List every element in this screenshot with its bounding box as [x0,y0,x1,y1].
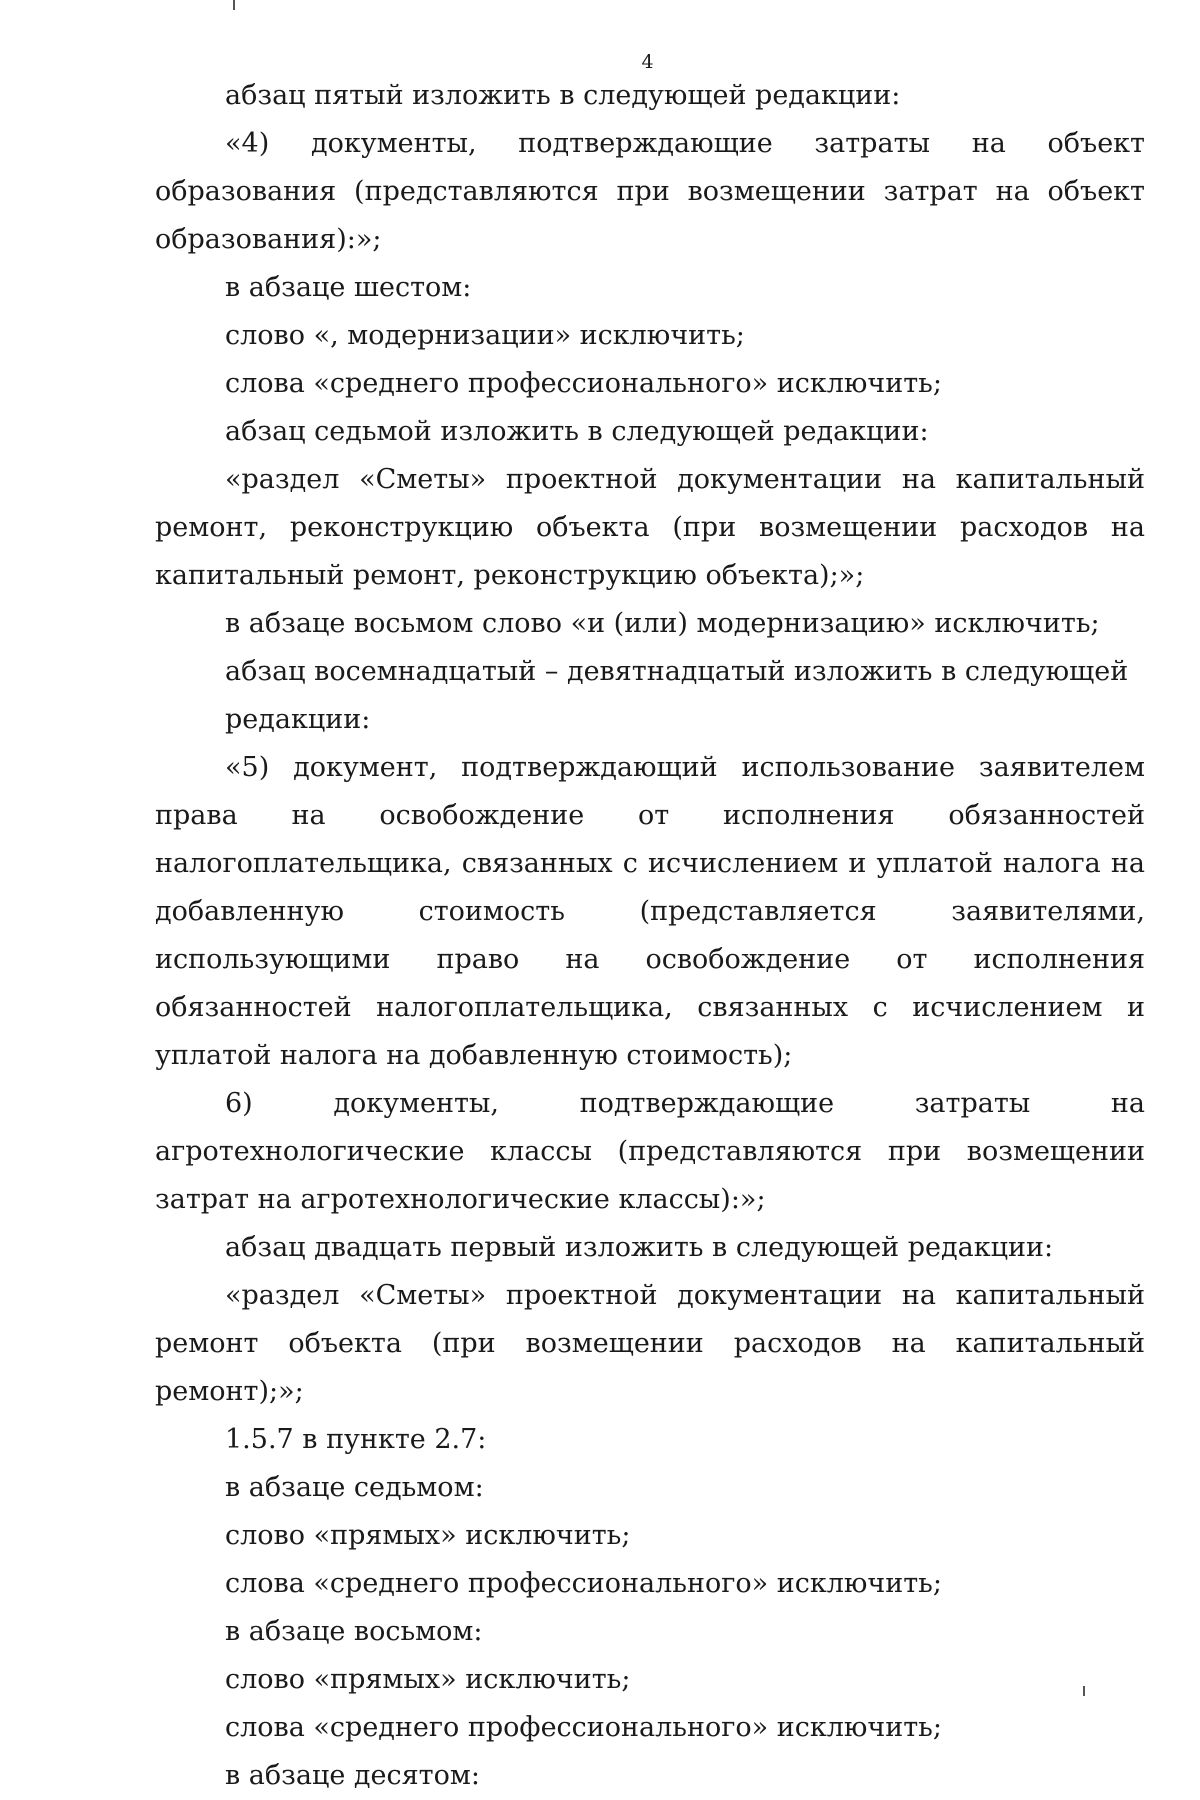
paragraph: слово «прямых» исключить; [225,1664,631,1695]
paragraph: «раздел «Сметы» проектной документации на капитальный ремонт, реконструкцию объекта (при возмещении расходов на капитальный ремонт, реконструкцию объекта);»; [155,464,1145,591]
paragraph: 1.5.7 в пункте 2.7: [225,1424,487,1455]
paragraph: слова «среднего профессионального» исключить; [225,1712,942,1743]
paragraph: слова «среднего профессионального» исключить; [225,1568,942,1599]
paragraph: в абзаце восьмом слово «и (или) модернизацию» исключить; [225,608,1100,639]
paragraph: абзац восемнадцатый – девятнадцатый изложить в следующей редакции: [225,656,1129,735]
document-body [155,72,1145,1800]
paragraph: «4) документы, подтверждающие затраты на объект образования (представляются при возмещении затрат на объект образования):»; [155,128,1145,255]
paragraph: слово «, модернизации» исключить; [225,320,745,351]
page-number: 4 [641,51,654,73]
paragraph: «раздел «Сметы» проектной документации на капитальный ремонт объекта (при возмещении расходов на капитальный ремонт);»; [155,1280,1145,1407]
paragraph: «5) документ, подтверждающий использование заявителем права на освобождение от исполнения обязанностей налогоплательщика, связанных с исчислением и уплатой налога на добавленную стоимость (представляется заявителями, использующими право на освобождение от исполнения обязанностей налогоплательщика, связанных с исчислением и уплатой налога на добавленную стоимость); [155,752,1145,1071]
paragraph: абзац пятый изложить в следующей редакции: [225,80,901,111]
paragraph: в абзаце седьмом: [225,1472,484,1503]
paragraph: в абзаце шестом: [225,272,472,303]
paragraph: абзац двадцать первый изложить в следующей редакции: [225,1232,1054,1263]
paragraph: в абзаце десятом: [225,1760,480,1791]
paragraph: в абзаце восьмом: [225,1616,483,1647]
paragraph: слова «среднего профессионального» исключить; [225,368,942,399]
paragraph: слово «прямых» исключить; [225,1520,631,1551]
scan-mark [1083,1686,1085,1696]
paragraph: абзац седьмой изложить в следующей редакции: [225,416,929,447]
paragraph: 6) документы, подтверждающие затраты на агротехнологические классы (представляются при возмещении затрат на агротехнологические классы):»; [155,1088,1145,1215]
scan-mark [233,0,235,10]
